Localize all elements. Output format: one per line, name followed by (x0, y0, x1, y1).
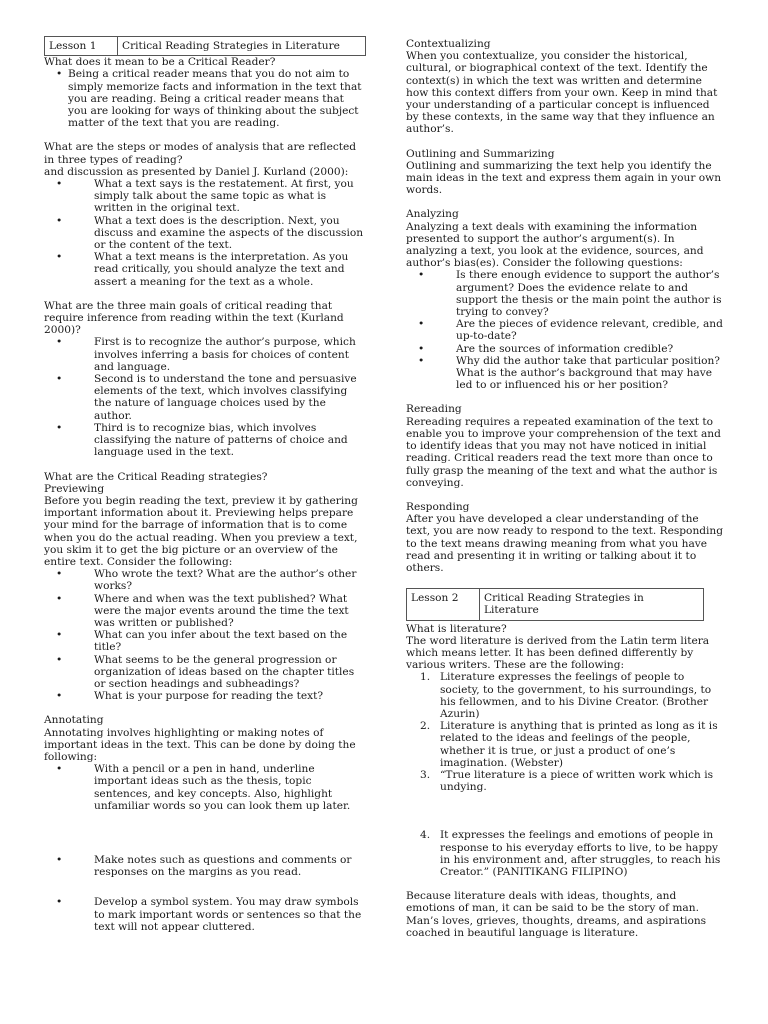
responding-body: After you have developed a clear understanding of the text, you are now ready to respond to the text. Responding to the text means drawing meaning from what you have read and presenting it in writing or talking about it to others. (406, 513, 724, 574)
literature-question: What is literature? (406, 622, 507, 635)
outlining-body: Outlining and summarizing the text help you identify the main ideas in the text and express them again in your own words. (406, 159, 722, 197)
previewing-body: Before you begin reading the text, preview it by gathering important information about it. Previewing helps prepare your mind for the barrage of information that is to come when you do the actual reading. When you preview a text, you skim it to get the big picture or an overview of the entire text. Consider the following: (44, 494, 358, 568)
left-column (44, 0, 366, 933)
kurland-intro: and discussion as presented by Daniel J. Kurland (2000): (44, 165, 349, 178)
contextualizing-body: When you contextualize, you consider the historical, cultural, or biographical context of the text. Identify the context(s) in which the text was written and determine how this context differs from your own. Keep in mind that your understanding of a particular concept is influenced by these contexts, in the same way that they influence an author’s. (406, 50, 718, 136)
modes-list (44, 178, 366, 288)
question-main-goals: What are the three main goals of critical reading that require inference from reading within the text (Kurland 2000)? (44, 299, 344, 337)
literature-definitions (406, 671, 724, 878)
critical-reader-list (44, 68, 366, 129)
contextualizing-heading: Contextualizing (406, 38, 491, 50)
list-item: • Where and when was the text published? What were the major events around the time the text was written or published? (44, 593, 366, 630)
previewing-list (44, 568, 366, 702)
list-item: • Third is to recognize bias, which involves classifying the nature of patterns of choice and language used in the text. (44, 422, 366, 459)
literature-body: The word literature is derived from the Latin term litera which means letter. It has been defined differently by various writers. These are the following: (406, 634, 710, 672)
analyzing-list (406, 269, 724, 391)
annotating-list (44, 763, 366, 933)
list-item: 4. It expresses the feelings and emotions of people in response to his everyday efforts to live, to be happy in his environment and, after struggles, to reach his Creator.” (PANITIKANG FILIPINO) (420, 829, 721, 878)
list-item: • Are the sources of information credible? (406, 343, 724, 355)
list-item: • Is there enough evidence to support the author’s argument? Does the evidence relate to and support the thesis or the main point the author is trying to convey? (406, 269, 724, 318)
list-item: • Why did the author take that particular position? What is the author’s background that may have led to or influenced his or her position? (406, 355, 724, 392)
lesson-2-title: Critical Reading Strategies in Literature (484, 592, 644, 617)
list-item: • With a pencil or a pen in hand, underline important ideas such as the thesis, topic sentences, and key concepts. Also, highlight unfamiliar words so you can look them up later. (44, 763, 366, 812)
list-item: • What can you infer about the text based on the title? (44, 629, 366, 653)
analyzing-body: Analyzing a text deals with examining the information presented to support the author’s argument(s). In analyzing a text, you look at the evidence, sources, and author’s bias(es). Consider the following questions: (406, 220, 704, 270)
lesson-1-title: Critical Reading Strategies in Literature (122, 40, 340, 52)
annotating-body: Annotating involves highlighting or making notes of important ideas in the text. This can be done by doing the following: (44, 726, 356, 763)
rereading-body: Rereading requires a repeated examination of the text to enable you to improve your comprehension of the text and to identify ideas that you may not have noticed in initial reading. Critical readers read the text more than once to fully grasp the meaning of the text and what the author is conveying. (406, 415, 721, 489)
list-item: • Are the pieces of evidence relevant, credible, and up-to-date? (406, 318, 724, 342)
annotating-heading: Annotating (44, 714, 104, 727)
list-item: • Being a critical reader means that you do not aim to simply memorize facts and information in the text that you are reading. Being a critical reader means that you are looking for ways of thinking about the subject matter of the text that you are reading. (44, 68, 366, 129)
question-modes-of-analysis: What are the steps or modes of analysis that are reflected in three types of reading? (44, 141, 357, 166)
list-item: • What a text means is the interpretation. As you read critically, you should analyze the text and assert a meaning for the text as a whole. (44, 251, 366, 288)
question-critical-reader: What does it mean to be a Critical Reader? (44, 56, 276, 69)
lesson-1-number: Lesson 1 (45, 37, 118, 55)
analyzing-heading: Analyzing (406, 208, 459, 221)
lesson-2-box (406, 588, 704, 620)
right-column (406, 0, 724, 939)
responding-heading: Responding (406, 500, 470, 513)
list-item: • Who wrote the text? What are the author’s other works? (44, 568, 366, 592)
list-item: 3. “True literature is a piece of written work which is undying. (420, 768, 714, 794)
lesson-1-box (44, 36, 366, 56)
previewing-heading: Previewing (44, 482, 105, 495)
list-item: • First is to recognize the author’s purpose, which involves inferring a basis for choices of content and language. (44, 336, 366, 373)
list-item: 1. Literature expresses the feelings of people to society, to the government, to his surroundings, to his fellowmen, and to his Divine Creator. (Brother Azurin) (420, 671, 712, 720)
list-item: • What a text says is the restatement. At first, you simply talk about the same topic as what is written in the original text. (44, 178, 366, 215)
list-item: 2. Literature is anything that is printed as long as it is related to the ideas and feelings of the people, whether it is true, or just a product of one’s imagination. (Webster) (420, 720, 718, 769)
rereading-heading: Rereading (406, 403, 462, 416)
goals-list (44, 336, 366, 458)
list-item: • What a text does is the description. Next, you discuss and examine the aspects of the discussion or the content of the text. (44, 215, 366, 252)
literature-closing: Because literature deals with ideas, thoughts, and emotions of man, it can be said to be the story of man. Man’s loves, grieves, thoughts, dreams, and aspirations coached in beautiful language is literature. (406, 890, 707, 939)
outlining-heading: Outlining and Summarizing (406, 147, 555, 160)
lesson-2-number: Lesson 2 (407, 589, 480, 619)
list-item: • What seems to be the general progression or organization of ideas based on the chapter titles or section headings and subheadings? (44, 654, 366, 691)
list-item: • Make notes such as questions and comments or responses on the margins as you read. (44, 854, 366, 878)
list-item: • Second is to understand the tone and persuasive elements of the text, which involves classifying the nature of language choices used by the author. (44, 373, 366, 422)
question-strategies: What are the Critical Reading strategies? (44, 470, 268, 483)
list-item: • What is your purpose for reading the text? (44, 690, 366, 702)
list-item: • Develop a symbol system. You may draw symbols to mark important words or sentences so that the text will not appear cluttered. (44, 896, 366, 933)
